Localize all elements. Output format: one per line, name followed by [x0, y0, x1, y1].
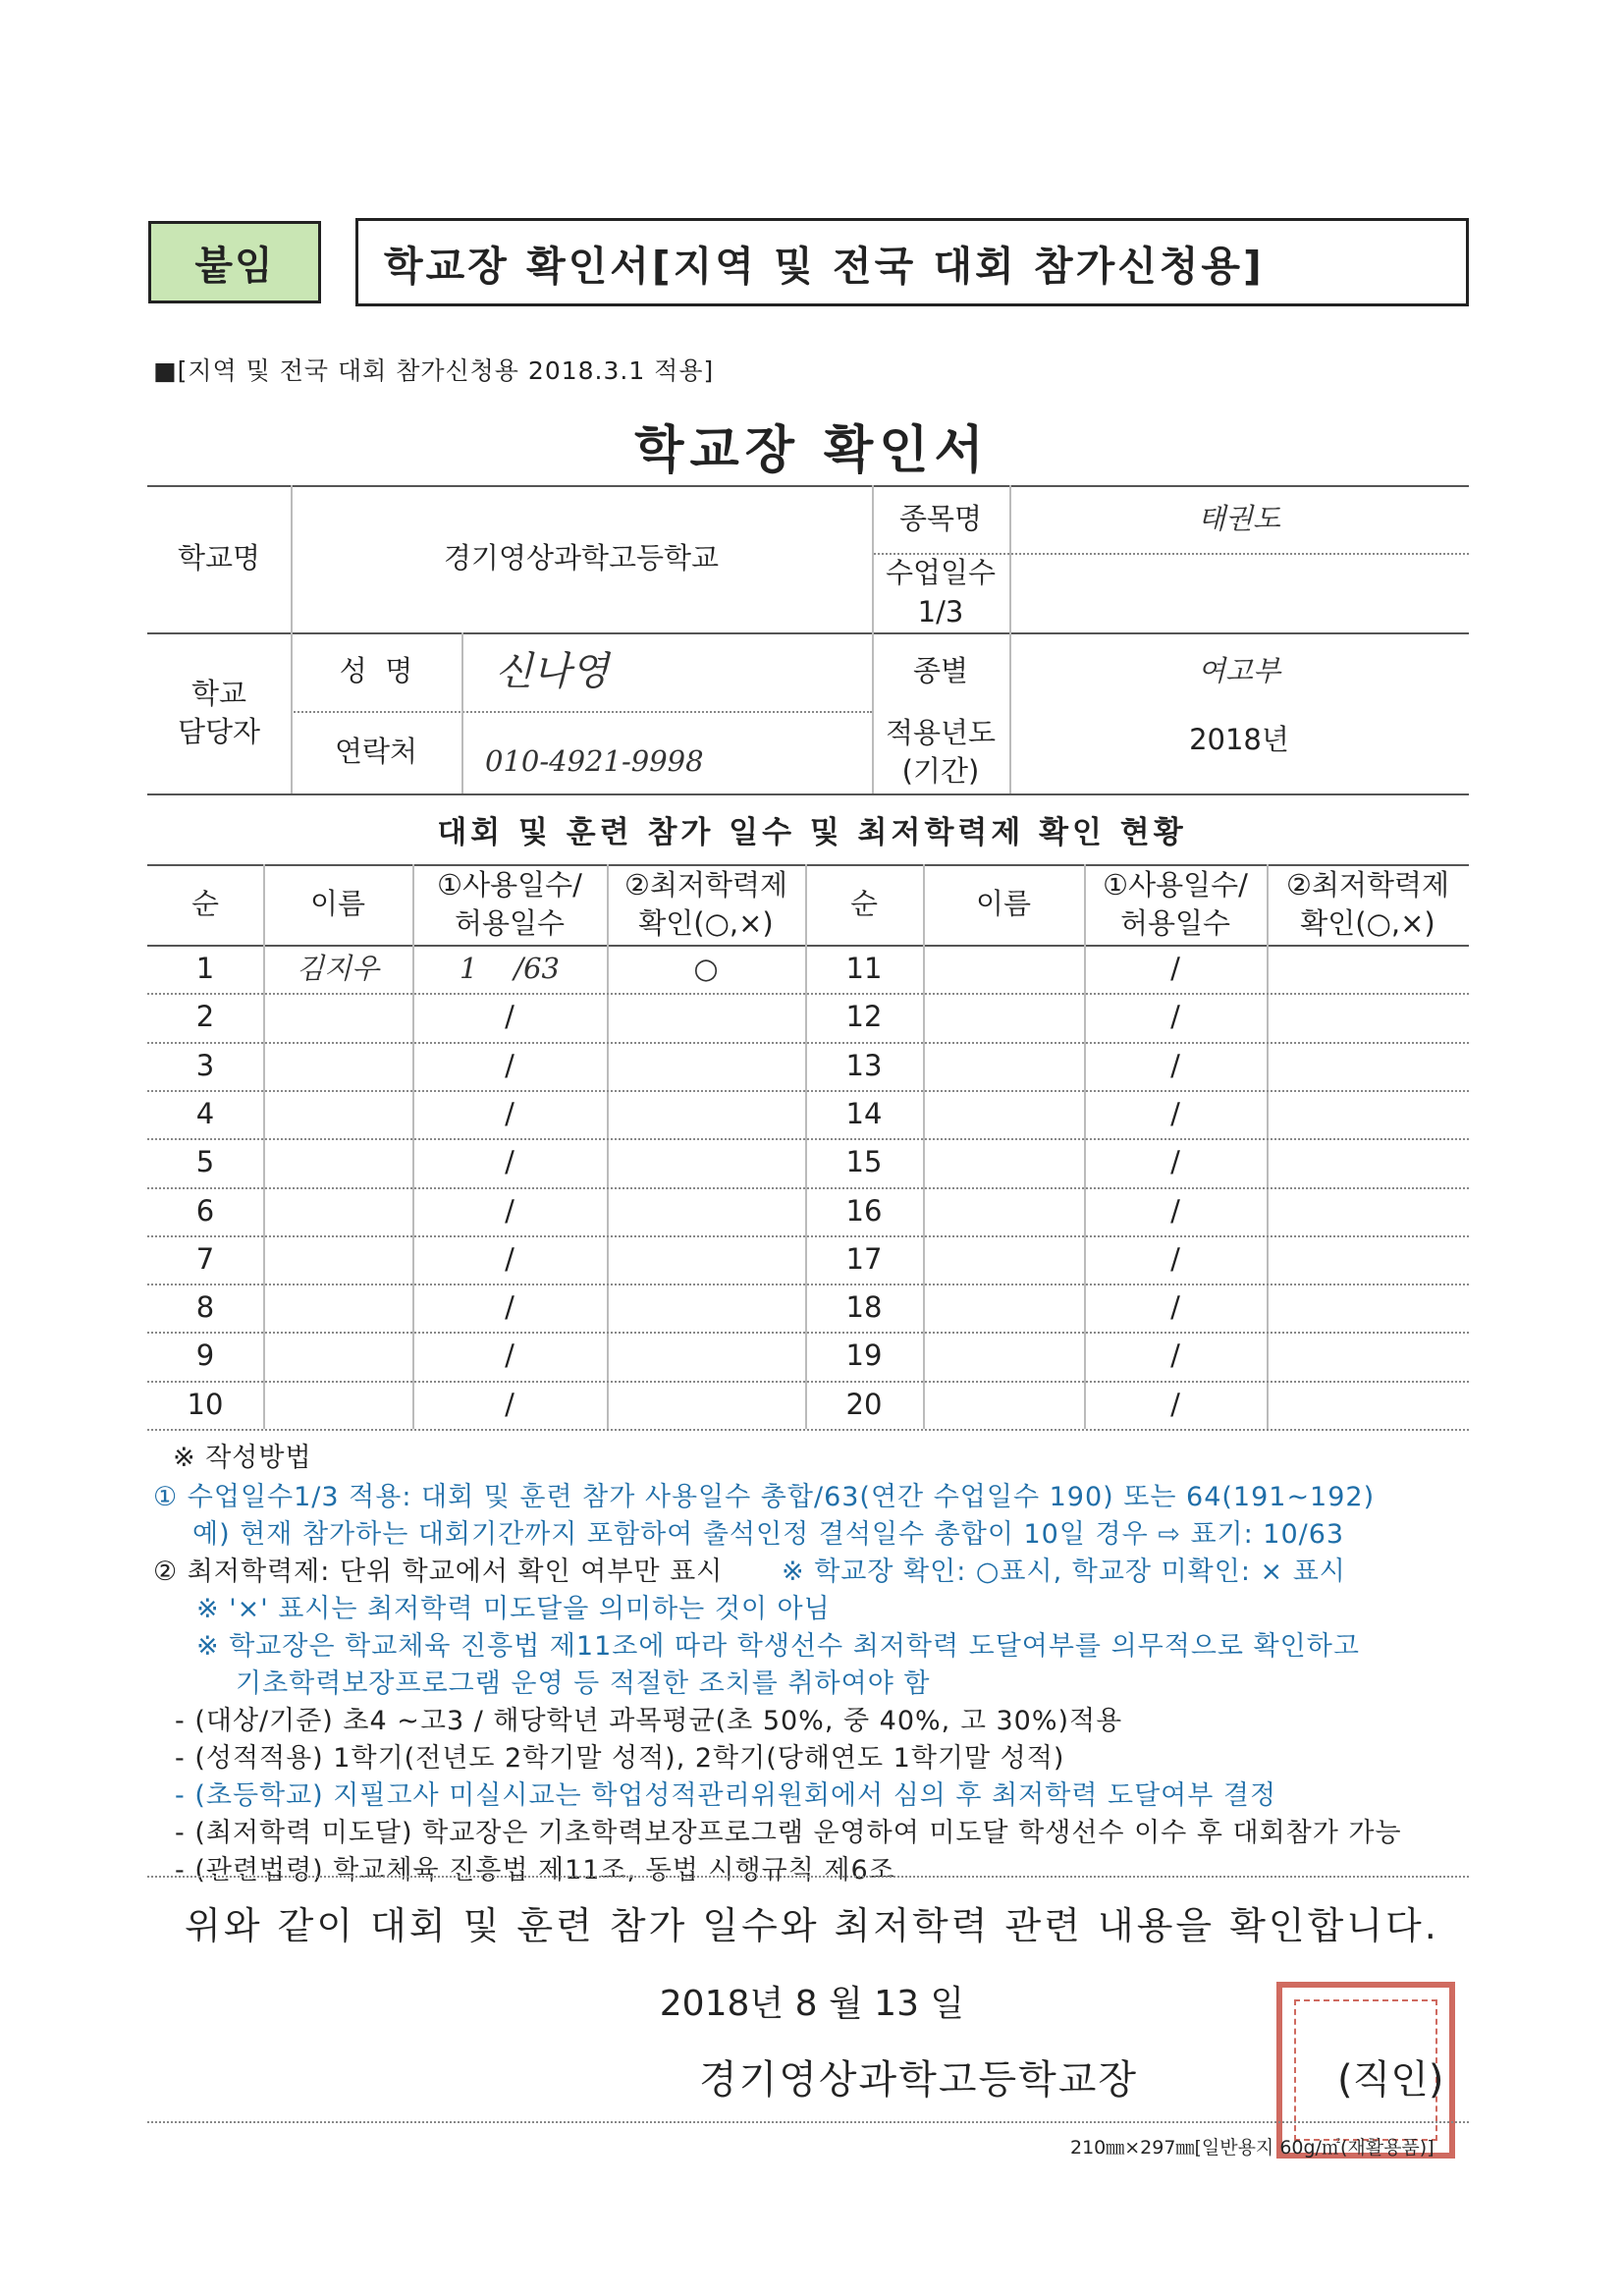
category-value: 여고부 — [1197, 654, 1281, 688]
table-cell — [923, 1187, 1084, 1235]
info-bottom-line — [147, 793, 1469, 795]
class-days-label: 수업일수 1/3 — [885, 556, 997, 629]
detail-5: - (관련법령) 학교체육 진흥법 제11조, 동법 시행규칙 제6조 — [175, 1855, 895, 1886]
sport-value: 태권도 — [1197, 501, 1281, 535]
table-header-cell: ②최저학력제 확인(○,×) — [1285, 867, 1450, 940]
note-2b: ※ 학교장 확인: ○표시, 학교장 미확인: × 표시 — [782, 1557, 1346, 1587]
table-cell: 18 — [845, 1290, 883, 1325]
table-header-cell: 순 — [849, 887, 878, 921]
table-cell: / — [1170, 1290, 1180, 1325]
table-cell: 2 — [195, 1000, 215, 1034]
notes-heading: ※ 작성방법 — [173, 1443, 312, 1473]
paper-spec-footer: 210㎜×297㎜[일반용지 60g/㎡(재활용품)] — [1070, 2137, 1435, 2159]
name-label: 성 명 — [339, 654, 413, 688]
table-cell — [607, 1235, 805, 1284]
header-note: ■[지역 및 전국 대회 참가신청용 2018.3.1 적용] — [153, 356, 715, 385]
table-cell — [1267, 1187, 1469, 1235]
attachment-badge: 붙임 — [148, 221, 321, 303]
table-cell: 7 — [195, 1241, 215, 1276]
phone-value: 010-4921-9998 — [485, 744, 704, 779]
table-cell — [923, 993, 1084, 1041]
confirmation-text: 위와 같이 대회 및 훈련 참가 일수와 최저학력 관련 내용을 확인합니다. — [185, 1904, 1439, 1947]
table-cell: / — [505, 1193, 514, 1228]
school-label: 학교명 — [177, 541, 261, 575]
table-cell — [607, 1187, 805, 1235]
table-cell — [923, 1332, 1084, 1380]
table-cell: / — [505, 1241, 514, 1276]
table-cell: / — [1170, 1096, 1180, 1130]
table-header-cell: 이름 — [975, 887, 1032, 921]
table-header-cell: 순 — [190, 887, 219, 921]
table-cell: / — [1170, 1339, 1180, 1373]
class-days-value — [1009, 553, 1469, 632]
table-cell: / — [1170, 1048, 1180, 1082]
table-cell — [607, 1381, 805, 1429]
table-cell — [923, 1042, 1084, 1090]
table-cell: 14 — [845, 1096, 883, 1130]
contact-label: 학교 담당자 — [177, 676, 261, 748]
table-cell: 김지우 — [296, 952, 380, 986]
table-cell — [1267, 1332, 1469, 1380]
note-4a: ※ 학교장은 학교체육 진흥법 제11조에 따라 학생선수 최저학력 도달여부를 의무적으로 확인하고 — [196, 1631, 1360, 1662]
table-header-cell: ①사용일수/ 허용일수 — [1103, 867, 1248, 940]
note-1a: ① 수업일수1/3 적용: 대회 및 훈련 참가 사용일수 총합/63(연간 수업일수 190) 또는 64(191~192) — [153, 1482, 1376, 1512]
detail-2: - (성적적용) 1학기(전년도 2학기말 성적), 2학기(당해연도 1학기말 성적) — [175, 1743, 1065, 1774]
table-row-line — [147, 1429, 1469, 1431]
table-cell — [1267, 993, 1469, 1041]
year-label: 적용년도 (기간) — [885, 715, 997, 788]
table-cell — [607, 1284, 805, 1332]
detail-1: - (대상/기준) 초4 ~고3 / 해당학년 과목평균(초 50%, 중 40%, 고 30%)적용 — [175, 1706, 1123, 1736]
table-cell — [1267, 1042, 1469, 1090]
table-cell — [263, 1090, 412, 1138]
note-3: ※ '×' 표시는 최저학력 미도달을 의미하는 것이 아님 — [196, 1594, 831, 1624]
main-title: 학교장 확인서 — [634, 421, 990, 480]
table-cell: / — [505, 1096, 514, 1130]
table-cell: 13 — [845, 1048, 883, 1082]
footer-line — [147, 2121, 1469, 2123]
confirmation-date: 2018년 8 월 13 일 — [659, 1984, 965, 2024]
table-cell: 4 — [195, 1096, 215, 1130]
table-cell: 11 — [845, 952, 883, 986]
table-cell: / — [1170, 1000, 1180, 1034]
name-value: 신나영 — [495, 649, 609, 694]
note-4b: 기초학력보장프로그램 운영 등 적절한 조치를 취하여야 함 — [236, 1668, 931, 1699]
principal-name: 경기영상과학고등학교장 — [699, 2057, 1139, 2103]
table-cell: / — [505, 1000, 514, 1034]
table-cell — [923, 1138, 1084, 1186]
table-cell: 19 — [845, 1339, 883, 1373]
table-cell — [263, 1138, 412, 1186]
table-cell — [1267, 1235, 1469, 1284]
table-cell: 1 — [195, 952, 215, 986]
table-cell — [1267, 945, 1469, 993]
note-2a: ② 최저학력제: 단위 학교에서 확인 여부만 표시 — [153, 1557, 724, 1587]
sport-label: 종목명 — [898, 501, 983, 535]
table-cell: 16 — [845, 1193, 883, 1228]
section-title: 대회 및 훈련 참가 일수 및 최저학력제 확인 현황 — [437, 815, 1187, 850]
table-cell: 8 — [195, 1290, 215, 1325]
table-cell: / — [505, 1290, 514, 1325]
table-cell: 1 /63 — [460, 952, 560, 986]
table-cell — [607, 993, 805, 1041]
seal-label: (직인) — [1337, 2057, 1444, 2103]
table-cell — [1267, 1284, 1469, 1332]
table-cell: 17 — [845, 1241, 883, 1276]
table-cell — [607, 1042, 805, 1090]
table-cell — [263, 1235, 412, 1284]
form-title: 학교장 확인서[지역 및 전국 대회 참가신청용] — [355, 218, 1469, 306]
table-cell — [923, 1235, 1084, 1284]
table-cell: / — [505, 1339, 514, 1373]
table-cell: 15 — [845, 1145, 883, 1179]
table-cell — [607, 1138, 805, 1186]
table-cell: 6 — [195, 1193, 215, 1228]
table-header-cell: 이름 — [309, 887, 366, 921]
table-cell — [1267, 1381, 1469, 1429]
table-cell: / — [505, 1387, 514, 1421]
table-cell — [263, 1332, 412, 1380]
table-cell — [263, 1187, 412, 1235]
table-cell — [263, 1042, 412, 1090]
table-cell: 20 — [845, 1387, 883, 1421]
table-cell — [263, 1381, 412, 1429]
table-header-cell: ①사용일수/ 허용일수 — [437, 867, 582, 940]
table-cell: 3 — [195, 1048, 215, 1082]
detail-3: - (초등학교) 지필고사 미실시교는 학업성적관리위원회에서 심의 후 최저학력 도달여부 결정 — [175, 1780, 1277, 1811]
table-cell — [923, 1381, 1084, 1429]
year-value: 2018년 — [1189, 723, 1289, 757]
table-cell: ○ — [693, 952, 719, 986]
phone-label: 연락처 — [334, 735, 418, 769]
category-label: 종별 — [912, 654, 969, 688]
table-header-cell: ②최저학력제 확인(○,×) — [623, 867, 788, 940]
table-cell: 10 — [187, 1387, 224, 1421]
table-cell — [263, 1284, 412, 1332]
table-cell — [923, 1090, 1084, 1138]
table-cell: / — [1170, 1193, 1180, 1228]
school-value: 경기영상과학고등학교 — [443, 541, 720, 575]
table-cell: / — [1170, 952, 1180, 986]
table-cell — [923, 945, 1084, 993]
table-cell: 9 — [195, 1339, 215, 1373]
notes-bottom-line — [147, 1876, 1469, 1878]
table-cell: / — [505, 1048, 514, 1082]
table-cell — [1267, 1138, 1469, 1186]
table-cell: 5 — [195, 1145, 215, 1179]
table-cell — [607, 1332, 805, 1380]
table-cell — [263, 993, 412, 1041]
table-cell: / — [1170, 1241, 1180, 1276]
table-cell — [1267, 1090, 1469, 1138]
table-cell: / — [1170, 1387, 1180, 1421]
note-1b: 예) 현재 참가하는 대회기간까지 포함하여 출석인정 결석일수 총합이 10일 경우 ⇨ 표기: 10/63 — [192, 1519, 1345, 1550]
detail-4: - (최저학력 미도달) 학교장은 기초학력보장프로그램 운영하여 미도달 학생선수 이수 후 대회참가 가능 — [175, 1818, 1402, 1848]
table-cell — [923, 1284, 1084, 1332]
table-cell: 12 — [845, 1000, 883, 1034]
table-cell — [607, 1090, 805, 1138]
table-cell: / — [505, 1145, 514, 1179]
table-cell: / — [1170, 1145, 1180, 1179]
